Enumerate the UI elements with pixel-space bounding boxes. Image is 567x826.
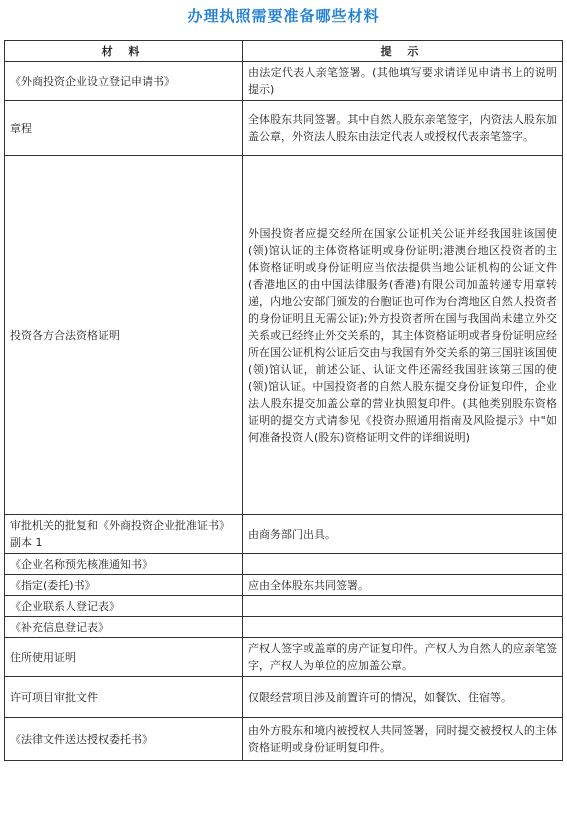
header-row <box>5 41 563 62</box>
material-cell: 章程 <box>5 101 243 156</box>
tip-cell <box>243 596 563 617</box>
table-row <box>5 575 563 596</box>
tip-cell: 由法定代表人亲笔签署。(其他填写要求请详见申请书上的说明提示) <box>243 62 563 101</box>
table-row <box>5 62 563 101</box>
material-column-header: 材 料 <box>5 41 243 62</box>
material-cell: 许可项目审批文件 <box>5 677 243 718</box>
table-row <box>5 101 563 156</box>
material-cell: 《外商投资企业设立登记申请书》 <box>5 62 243 101</box>
tip-cell: 仅限经营项目涉及前置许可的情况，如餐饮、住宿等。 <box>243 677 563 718</box>
tip-column-header: 提 示 <box>243 41 563 62</box>
material-cell: 住所使用证明 <box>5 638 243 677</box>
table-row <box>5 638 563 677</box>
materials-table <box>4 40 563 761</box>
material-cell: 《补充信息登记表》 <box>5 617 243 638</box>
table-row <box>5 156 563 515</box>
table-row <box>5 677 563 718</box>
material-cell: 《企业联系人登记表》 <box>5 596 243 617</box>
table-row <box>5 554 563 575</box>
material-cell: 审批机关的批复和《外商投资企业批准证书》副本 1 <box>5 515 243 554</box>
tip-cell: 由商务部门出具。 <box>243 515 563 554</box>
tip-cell: 产权人签字或盖章的房产证复印件。产权人为自然人的应亲笔签字，产权人为单位的应加盖公章。 <box>243 638 563 677</box>
material-cell: 投资各方合法资格证明 <box>5 156 243 515</box>
table-row <box>5 718 563 761</box>
table-body <box>5 62 563 761</box>
material-cell: 《法律文件送达授权委托书》 <box>5 718 243 761</box>
material-cell: 《企业名称预先核准通知书》 <box>5 554 243 575</box>
tip-cell <box>243 554 563 575</box>
tip-cell <box>243 617 563 638</box>
material-cell: 《指定(委托)书》 <box>5 575 243 596</box>
tip-cell: 应由全体股东共同签署。 <box>243 575 563 596</box>
tip-cell: 由外方股东和境内被授权人共同签署，同时提交被授权人的主体资格证明或身份证明复印件。 <box>243 718 563 761</box>
tip-cell: 外国投资者应提交经所在国家公证机关公证并经我国驻该国使(领)馆认证的主体资格证明或身份证明;港澳台地区投资者的主体资格证明或身份证明应当依法提供当地公证机构的公证文件(香港地区的由中国法律服务(香港)有限公司加盖转递专用章转递，内地公安部门颁发的台胞证也可作为台湾地区自然人投资者的身份证明且无需公证);外方投资者所在国与我国尚未建立外交关系或已经终止外交关系的，其主体资格证明或者身份证明应经所在国公证机构公证后交由与我国有外交关系的第三国驻该国使(领)馆认证，前述公证、认证文件还需经我国驻该第三国的使(领)馆认证。中国投资者的自然人股东提交身份证复印件，企业法人股东提交加盖公章的营业执照复印件。(其他类别股东资格证明的提交方式请参见《投资办照通用指南及风险提示》中"如何准备投资人(股东)资格证明文件的详细说明) <box>243 156 563 515</box>
table-row <box>5 515 563 554</box>
table-row <box>5 596 563 617</box>
table-header <box>5 41 563 62</box>
table-row <box>5 617 563 638</box>
page-title: 办理执照需要准备哪些材料 <box>187 7 380 25</box>
tip-cell: 全体股东共同签署。其中自然人股东亲笔签字，内资法人股东加盖公章，外资法人股东由法定代表人或授权代表亲笔签字。 <box>243 101 563 156</box>
